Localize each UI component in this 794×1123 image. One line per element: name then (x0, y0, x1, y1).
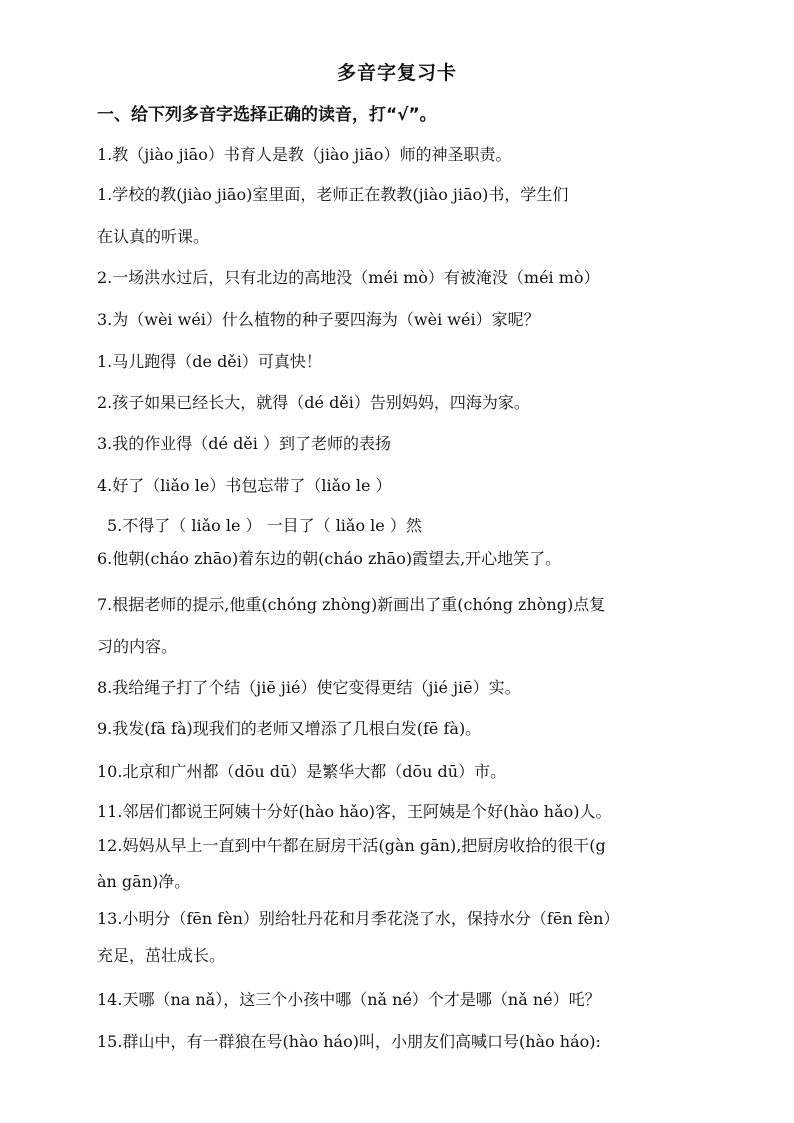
exercise-line: 2.孩子如果已经长大，就得（dé děi）告别妈妈，四海为家。 (97, 393, 530, 412)
exercise-line: 4.好了（liǎo le）书包忘带了（liǎo le ） (97, 476, 392, 495)
exercise-line: 15.群山中，有一群狼在号(hào háo)叫，小朋友们高喊口号(hào háo): (97, 1032, 601, 1051)
exercise-line: 3.我的作业得（dé děi ）到了老师的表扬 (97, 434, 391, 453)
exercise-line: 8.我给绳子打了个结（jiē jié）使它变得更结（jié jiē）实。 (97, 678, 521, 697)
exercise-line: 充足，茁壮成长。 (97, 946, 226, 965)
exercise-line: 1.教（jiào jiāo）书育人是教（jiào jiāo）师的神圣职责。 (97, 145, 512, 164)
exercise-line: 14.天哪（na nǎ），这三个小孩中哪（nǎ né）个才是哪（nǎ né）吒？ (97, 990, 601, 1009)
exercise-line: 5.不得了（ liǎo le ） 一目了（ liǎo le ）然 (107, 516, 422, 535)
exercise-line: 9.我发(fā fà)现我们的老师又增添了几根白发(fē fà)。 (97, 719, 482, 738)
exercise-line: àn gān)净。 (97, 872, 191, 891)
exercise-line: 1.马儿跑得（de děi）可真快！ (97, 352, 322, 371)
exercise-line: 10.北京和广州都（dōu dū）是繁华大都（dōu dū）市。 (97, 762, 507, 781)
exercise-line: 2.一场洪水过后，只有北边的高地没（méi mò）有被淹没（méi mò） (97, 268, 600, 287)
exercise-line: 3.为（wèi wéi）什么植物的种子要四海为（wèi wéi）家呢？ (97, 310, 540, 329)
exercise-line: 在认真的听课。 (97, 227, 210, 246)
section-heading: 一、给下列多音字选择正确的读音，打“√”。 (97, 105, 437, 125)
exercise-line: 12.妈妈从早上一直到中午都在厨房干活(gàn gān),把厨房收拾的很干(g (97, 836, 606, 855)
exercise-line: 11.邻居们都说王阿姨十分好(hào hǎo)客，王阿姨是个好(hào hǎo)人。 (97, 802, 612, 821)
page-title: 多音字复习卡 (336, 62, 457, 84)
exercise-line: 13.小明分（fēn fèn）别给牡丹花和月季花浇了水，保持水分（fēn fèn） (97, 909, 620, 928)
exercise-line: 7.根据老师的提示,他重(chóng zhòng)新画出了重(chóng zhòng)点复 (97, 595, 606, 614)
exercise-line: 6.他朝(cháo zhāo)着东边的朝(cháo zhāo)霞望去,开心地笑了。 (97, 549, 562, 568)
exercise-line: 1.学校的教(jiào jiāo)室里面，老师正在教教(jiào jiāo)书，学生们 (97, 185, 569, 204)
exercise-line: 习的内容。 (97, 637, 178, 656)
